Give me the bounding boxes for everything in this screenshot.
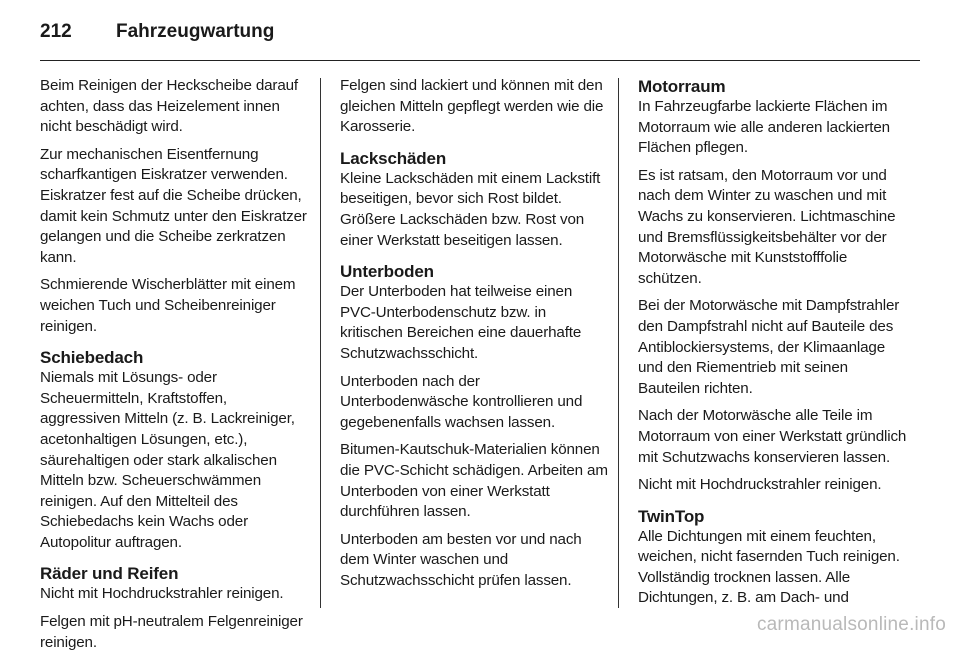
heading-schiebedach: Schiebedach: [40, 348, 144, 368]
paragraph-hochdruck: Nicht mit Hochdruckstrahler reinigen.: [40, 585, 284, 603]
paragraph-unterbodenwaesche: Unterboden nach der Unterbodenwäsche kontrollieren und gegebenenfalls wachsen lassen.: [340, 372, 583, 431]
page-number: 212: [40, 21, 72, 42]
column-1: [40, 76, 308, 660]
paragraph-eisentfernung: Zur mechanischen Eisentfernung scharfkantigen Eiskratzer verwenden. Eiskratzer fest auf die Scheibe drücken, damit kein Schmutz unter den Eiskratzer gelangen und die Scheibe zerkratzen kann.: [40, 145, 307, 266]
paragraph-wischerblaetter: Schmierende Wischerblätter mit einem weichen Tuch und Scheibenreiniger reinigen.: [40, 276, 296, 335]
paragraph-schiebedach: Niemals mit Lösungs- oder Scheuermitteln, Kraftstoffen, aggressiven Mitteln (z. B. Lackreiniger, acetonhaltigen Lösungen, etc.), säurehaltigen oder stark alkalischen Mitteln bzw. Scheuerschwämmen reinigen. Auf den Mittelteil des Schiebedachs kein Wachs oder Autopolitur auftragen.: [40, 369, 295, 551]
paragraph-dichtungen: Alle Dichtungen mit einem feuchten, weichen, nicht fasernden Tuch reinigen. Vollständig trocknen lassen. Alle Dichtungen, z. B. am Dach- und: [638, 527, 900, 607]
page-title: Fahrzeugwartung: [116, 21, 275, 42]
paragraph-felgenreiniger: Felgen mit pH-neutralem Felgenreiniger reinigen.: [40, 613, 303, 651]
column-divider-2: [618, 78, 619, 608]
column-2: [340, 76, 608, 598]
watermark: carmanualsonline.info: [756, 614, 946, 635]
heading-raeder-reifen: Räder und Reifen: [40, 564, 179, 584]
paragraph-bitumen: Bitumen-Kautschuk-Materialien können die PVC-Schicht schädigen. Arbeiten am Unterboden von einer Werkstatt durchführen lassen.: [340, 441, 608, 521]
paragraph-felgen-lackiert: Felgen sind lackiert und können mit den gleichen Mitteln gepflegt werden wie die Karosserie.: [340, 77, 604, 136]
paragraph-heckscheibe: Beim Reinigen der Heckscheibe darauf achten, dass das Heizelement innen nicht beschädigt wird.: [40, 77, 298, 136]
column-divider-1: [320, 78, 321, 608]
header-rule: [40, 60, 920, 61]
heading-lackschaeden: Lackschäden: [340, 148, 447, 168]
paragraph-lackschaeden: Kleine Lackschäden mit einem Lackstift beseitigen, bevor sich Rost bildet. Größere Lackschäden bzw. Rost von einer Werkstatt beseitigen lassen.: [340, 169, 601, 249]
paragraph-motorraum-flaechen: In Fahrzeugfarbe lackierte Flächen im Motorraum wie alle anderen lackierten Flächen pflegen.: [638, 98, 890, 157]
paragraph-dampfstrahler: Bei der Motorwäsche mit Dampfstrahler den Dampfstrahl nicht auf Bauteile des Antiblockiersystems, der Klimaanlage und den Riementrieb mit seinen Bauteilen richten.: [638, 297, 900, 397]
heading-twintop: TwinTop: [638, 506, 705, 526]
column-3: [638, 76, 910, 616]
paragraph-schutzwachs: Nach der Motorwäsche alle Teile im Motorraum von einer Werkstatt gründlich mit Schutzwachs konservieren lassen.: [638, 407, 907, 466]
paragraph-motorraum-waschen: Es ist ratsam, den Motorraum vor und nach dem Winter zu waschen und mit Wachs zu konservieren. Lichtmaschine und Bremsflüssigkeitsbehälter vor der Motorwäsche mit Kunststofffolie schützen.: [638, 166, 896, 287]
paragraph-unterbodenschutz: Der Unterboden hat teilweise einen PVC-Unterbodenschutz bzw. in kritischen Bereichen eine dauerhafte Schutzwachsschicht.: [340, 283, 582, 362]
heading-unterboden: Unterboden: [340, 262, 434, 282]
page-header: [40, 14, 274, 50]
paragraph-hochdruck-motor: Nicht mit Hochdruckstrahler reinigen.: [638, 476, 882, 494]
paragraph-winter-waschen: Unterboden am besten vor und nach dem Winter waschen und Schutzwachsschicht prüfen lassen.: [340, 530, 582, 589]
heading-motorraum: Motorraum: [638, 77, 726, 96]
